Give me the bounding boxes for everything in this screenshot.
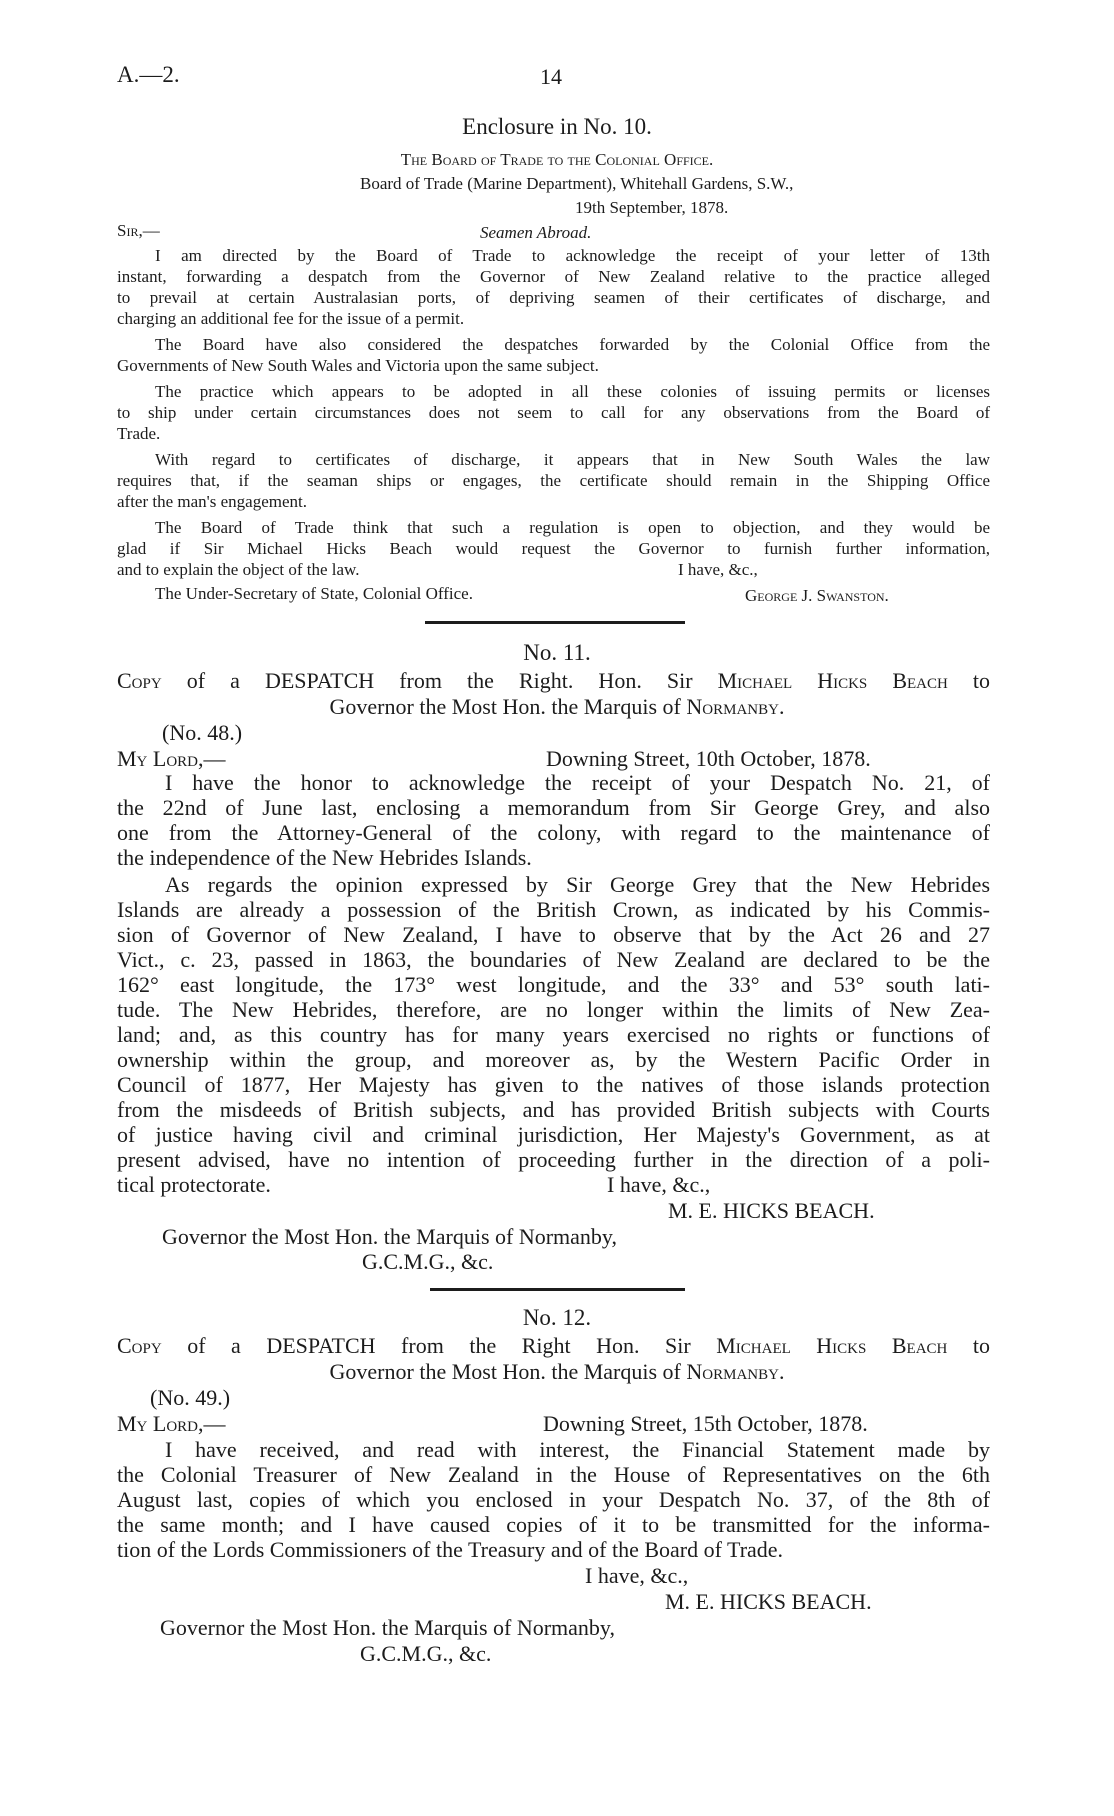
text-line: tion of the Lords Commissioners of the Treasury and of the Board of Trade. xyxy=(117,1537,784,1562)
text-line: tical protectorate. xyxy=(117,1172,271,1197)
text-line: and to explain the object of the law. xyxy=(117,560,360,579)
no12-addressee-line2: G.C.M.G., &c. xyxy=(360,1641,492,1666)
text-line: August last, copies of which you enclosed in your Despatch No. 37, of the 8th of xyxy=(117,1487,990,1512)
title-sender-name: Michael Hicks Beach xyxy=(716,1333,948,1358)
text-line: Council of 1877, Her Majesty has given to the natives of those islands protection xyxy=(117,1072,990,1097)
text-line: to ship under certain circumstances does not seem to call for any observations from the Board of xyxy=(117,403,990,422)
no11-title-line2 xyxy=(0,694,1114,720)
no12-place-date: Downing Street, 15th October, 1878. xyxy=(543,1411,868,1436)
text-line: Trade. xyxy=(117,424,161,443)
enclosure-signature: George J. Swanston. xyxy=(745,586,889,605)
text-line: land; and, as this country has for many years exercised no rights or functions of xyxy=(117,1022,990,1047)
title-text: of a DESPATCH from the Right. Hon. Sir xyxy=(186,668,693,693)
from-party: The Board of Trade xyxy=(400,150,544,169)
no11-place-date: Downing Street, 10th October, 1878. xyxy=(546,746,871,771)
enclosure-from-line xyxy=(0,150,1114,170)
text-line: 162° east longitude, the 173° west longitude, and the 33° and 53° south lati- xyxy=(117,972,990,997)
text-line: after the man's engagement. xyxy=(117,492,307,511)
text-line: the independence of the New Hebrides Islands. xyxy=(117,845,532,870)
text-line: As regards the opinion expressed by Sir George Grey that the New Hebrides xyxy=(165,872,990,897)
enclosure-salutation: Sir,— xyxy=(117,221,160,240)
text-line: the 22nd of June last, enclosing a memorandum from Sir George Grey, and also xyxy=(117,795,990,820)
title-copy-word: Copy xyxy=(117,1333,162,1358)
no11-despatch-number: (No. 48.) xyxy=(162,720,243,745)
no11-signature: M. E. HICKS BEACH. xyxy=(668,1198,875,1223)
section-divider xyxy=(425,621,685,624)
title-recipient-name: Normanby. xyxy=(686,694,785,719)
no11-addressee-line2: G.C.M.G., &c. xyxy=(362,1249,494,1274)
no12-signature: M. E. HICKS BEACH. xyxy=(665,1589,872,1614)
enclosure-address: Board of Trade (Marine Department), Whitehall Gardens, S.W., xyxy=(360,174,794,193)
text-line: sion of Governor of New Zealand, I have to observe that by the Act 26 and 27 xyxy=(117,922,990,947)
text-line: to prevail at certain Australasian ports, of depriving seamen of their certificates of discharge, and xyxy=(117,288,990,307)
text-line: one from the Attorney-General of the colony, with regard to the maintenance of xyxy=(117,820,990,845)
no12-salutation: My Lord,— xyxy=(117,1411,226,1436)
no12-closing: I have, &c., xyxy=(585,1563,689,1588)
text-line: tude. The New Hebrides, therefore, are no longer within the limits of New Zea- xyxy=(117,997,990,1022)
text-line: Islands are already a possession of the British Crown, as indicated by his Commis- xyxy=(117,897,990,922)
title-text: of a DESPATCH from the Right Hon. Sir xyxy=(187,1333,691,1358)
title-sender-name: Michael Hicks Beach xyxy=(717,668,948,693)
title-text: to xyxy=(972,1333,991,1358)
no11-addressee-line1: Governor the Most Hon. the Marquis of Normanby, xyxy=(162,1224,617,1249)
no12-title-line1 xyxy=(117,1333,990,1359)
text-line: glad if Sir Michael Hicks Beach would request the Governor to furnish further information, xyxy=(117,539,990,558)
text-line: Governments of New South Wales and Victoria upon the same subject. xyxy=(117,356,599,375)
no12-title-line2 xyxy=(0,1359,1114,1385)
page-number: 14 xyxy=(540,64,562,89)
no11-salutation: My Lord,— xyxy=(117,746,226,771)
text-line: I have the honor to acknowledge the receipt of your Despatch No. 21, of xyxy=(165,770,990,795)
text-line: With regard to certificates of discharge, it appears that in New South Wales the law xyxy=(155,450,990,469)
title-text: Governor the Most Hon. the Marquis of xyxy=(329,1359,681,1384)
to-party: to the Colonial Office. xyxy=(547,150,714,169)
text-line: present advised, have no intention of proceeding further in the direction of a poli- xyxy=(117,1147,990,1172)
no12-despatch-number: (No. 49.) xyxy=(150,1385,231,1410)
no12-addressee-line1: Governor the Most Hon. the Marquis of Normanby, xyxy=(160,1615,615,1640)
text-line: Vict., c. 23, passed in 1863, the boundaries of New Zealand are declared to be the xyxy=(117,947,990,972)
title-text: Governor the Most Hon. the Marquis of xyxy=(329,694,681,719)
no11-closing: I have, &c., xyxy=(607,1172,711,1197)
title-copy-word: Copy xyxy=(117,668,162,693)
text-line: I have received, and read with interest, the Financial Statement made by xyxy=(165,1437,990,1462)
text-line: requires that, if the seaman ships or engages, the certificate should remain in the Shipping Office xyxy=(117,471,990,490)
enclosure-title: Enclosure in No. 10. xyxy=(462,114,652,139)
text-line: The Board have also considered the despatches forwarded by the Colonial Office from the xyxy=(155,335,990,354)
text-line: The Board of Trade think that such a regulation is open to objection, and they would be xyxy=(155,518,990,537)
section-divider xyxy=(430,1288,685,1291)
text-line: of justice having civil and criminal jurisdiction, Her Majesty's Government, as at xyxy=(117,1122,990,1147)
document-reference: A.—2. xyxy=(117,62,180,87)
title-recipient-name: Normanby. xyxy=(686,1359,785,1384)
no11-heading: No. 11. xyxy=(523,640,591,665)
text-line: ownership within the group, and moreover as, by the Western Pacific Order in xyxy=(117,1047,990,1072)
enclosure-date: 19th September, 1878. xyxy=(575,198,729,217)
enclosure-closing: I have, &c., xyxy=(678,560,758,579)
text-line: from the misdeeds of British subjects, and has provided British subjects with Courts xyxy=(117,1097,990,1122)
enclosure-addressee: The Under-Secretary of State, Colonial Office. xyxy=(155,584,473,603)
text-line: The practice which appears to be adopted in all these colonies of issuing permits or licenses xyxy=(155,382,990,401)
text-line: the same month; and I have caused copies of it to be transmitted for the informa- xyxy=(117,1512,990,1537)
no11-title-line1 xyxy=(117,668,990,694)
no12-heading: No. 12. xyxy=(522,1305,592,1330)
text-line: instant, forwarding a despatch from the Governor of New Zealand relative to the practice alleged xyxy=(117,267,990,286)
text-line: the Colonial Treasurer of New Zealand in the House of Representatives on the 6th xyxy=(117,1462,990,1487)
text-line: charging an additional fee for the issue of a permit. xyxy=(117,309,465,328)
text-line: I am directed by the Board of Trade to acknowledge the receipt of your letter of 13th xyxy=(155,246,990,265)
title-text: to xyxy=(972,668,991,693)
enclosure-subject: Seamen Abroad. xyxy=(480,223,592,242)
